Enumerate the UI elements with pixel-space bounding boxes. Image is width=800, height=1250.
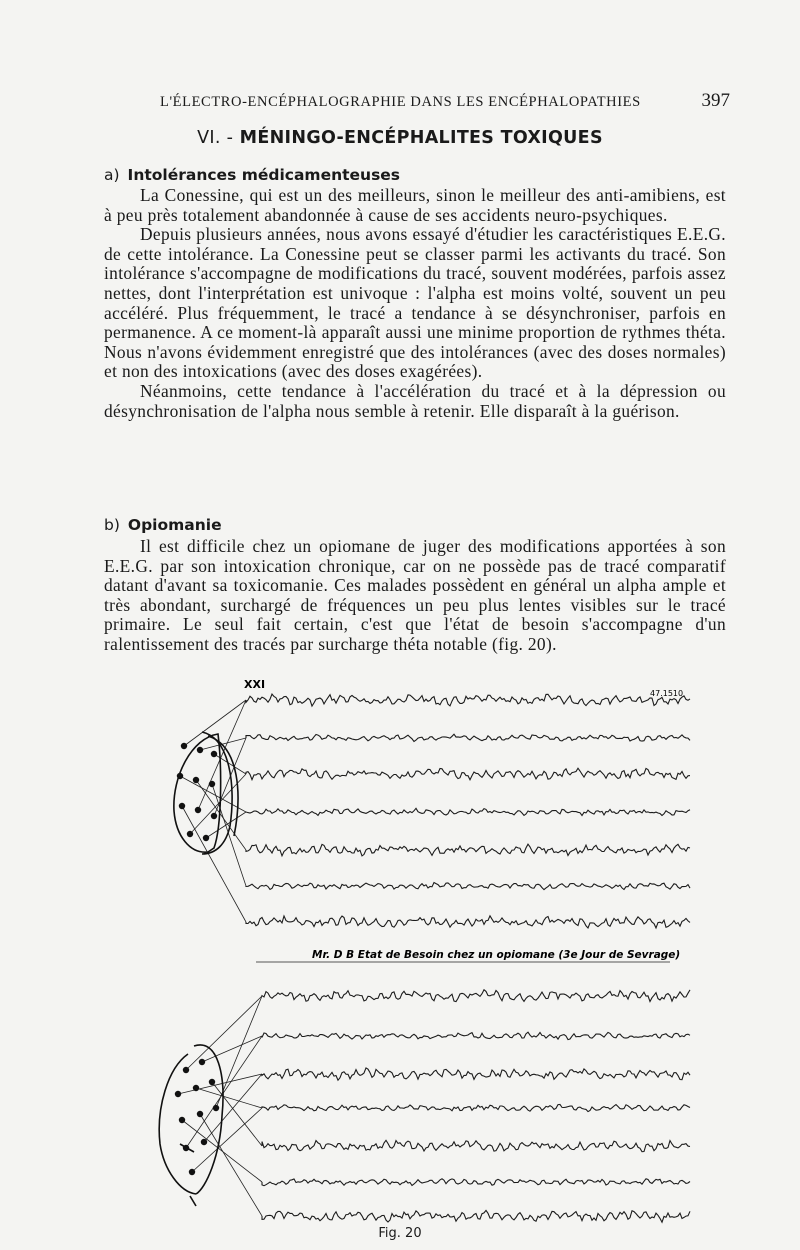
electrode-dot <box>199 1059 205 1065</box>
eeg-traces-bottom <box>262 990 690 1222</box>
record-code: 47.1510 <box>650 689 684 698</box>
subsection-b-label: b) <box>104 516 120 534</box>
electrode-dot <box>187 831 193 837</box>
paragraph: Il est difficile chez un opiomane de juger des modifications apportées à son E.E.G. par son intoxication chronique, car on ne possède pas de tracé comparatif datant d'avant sa toxicomanie. Ces malades possèdent en général un alpha ample et très abondant, surchargé de fréquences un peu plus lentes visibles sur le tracé primaire. Le seul fait certain, c'est que l'état de besoin s'accompagne d'un ralentissement des tracés par surcharge théta notable (fig. 20). <box>104 536 726 654</box>
electrode-leads-top <box>180 700 246 922</box>
paragraph: Depuis plusieurs années, nous avons essayé d'étudier les caractéristiques E.E.G. de cette intolérance. La Conessine peut se classer parmi les activants du tracé. Son intolérance s'accompagne de modifications du tracé, souvent modérées, parfois assez nettes, dont l'interprétation est univoque : l'alpha est moins volté, souvent un peu accéléré. Plus fréquemment, le tracé a tendance à se désynchroniser, parfois en permanence. A ce moment-là apparaît aussi une minime proportion de rythmes théta. Nous n'avons évidemment enregistré que des intolérances (avec des doses normales) et non des intoxications (avec des doses exagérées). <box>104 224 726 382</box>
running-header <box>160 90 730 114</box>
eeg-trace <box>246 844 690 856</box>
electrode-dot <box>211 751 217 757</box>
electrode-lead <box>186 996 262 1070</box>
eeg-figure-drawing <box>150 676 710 1224</box>
subsection-b-title: Opiomanie <box>127 516 222 534</box>
eeg-trace <box>262 1179 690 1186</box>
electrode-dot <box>175 1091 181 1097</box>
eeg-trace <box>262 1105 690 1112</box>
eeg-traces-top <box>246 694 690 928</box>
eeg-trace <box>262 1210 690 1222</box>
subsection-a-title: Intolérances médicamenteuses <box>127 166 401 184</box>
running-title: L'ÉLECTRO-ENCÉPHALOGRAPHIE DANS LES ENCÉPHALOPATHIES <box>160 94 641 110</box>
electrode-dot <box>203 835 209 841</box>
eeg-trace <box>262 1140 690 1151</box>
electrode-dot <box>193 777 199 783</box>
electrode-dot <box>209 1079 215 1085</box>
electrode-dot <box>179 803 185 809</box>
eeg-trace <box>246 694 690 706</box>
electrode-leads-bottom <box>178 996 262 1216</box>
page-number: 397 <box>701 90 730 111</box>
section-title: MÉNINGO-ENCÉPHALITES TOXIQUES <box>239 128 603 148</box>
subsection-b-heading <box>104 516 222 534</box>
eeg-trace <box>246 734 690 741</box>
electrode-dot <box>209 781 215 787</box>
electrodes-bottom <box>175 1059 219 1175</box>
head-diagram-bottom <box>159 1045 223 1206</box>
eeg-trace <box>246 768 690 780</box>
electrode-dot <box>201 1139 207 1145</box>
figure-caption: Fig. 20 <box>378 1226 422 1241</box>
electrode-dot <box>211 813 217 819</box>
electrode-dot <box>195 807 201 813</box>
electrode-dot <box>189 1169 195 1175</box>
paragraph: Néanmoins, cette tendance à l'accélération du tracé et à la dépression ou désynchronisation de l'alpha nous semble à retenir. Elle disparaît à la guérison. <box>104 380 726 421</box>
electrode-dot <box>179 1117 185 1123</box>
eeg-trace <box>246 916 690 928</box>
electrode-dot <box>177 773 183 779</box>
electrode-dot <box>181 743 187 749</box>
section-number: VI. - <box>197 128 234 148</box>
electrode-dot <box>193 1085 199 1091</box>
eeg-trace <box>262 990 690 1002</box>
electrode-dot <box>197 747 203 753</box>
eeg-trace <box>246 883 690 890</box>
paragraph: La Conessine, qui est un des meilleurs, sinon le meilleur des anti-amibiens, est à peu près totalement abandonnée à cause de ses accidents neuro-psychiques. <box>104 185 726 225</box>
electrode-lead <box>178 1074 262 1094</box>
eeg-trace <box>262 1068 690 1080</box>
eeg-trace <box>262 1032 690 1039</box>
subsection-a-body <box>104 186 726 421</box>
electrode-lead <box>200 1114 262 1216</box>
electrode-dot <box>197 1111 203 1117</box>
subsection-a-heading <box>104 166 400 184</box>
electrode-dot <box>183 1145 189 1151</box>
eeg-trace <box>246 808 690 815</box>
handwritten-caption: Mr. D B Etat de Besoin chez un opiomane (3e Jour de Sevrage) <box>312 949 681 961</box>
electrode-lead <box>196 1088 262 1108</box>
subsection-a-label: a) <box>104 166 120 184</box>
subsection-b-body <box>104 537 726 655</box>
electrode-dot <box>213 1105 219 1111</box>
eeg-figure <box>150 676 710 1224</box>
section-heading <box>0 128 800 148</box>
electrode-dot <box>183 1067 189 1073</box>
record-label: XXI <box>244 678 266 691</box>
